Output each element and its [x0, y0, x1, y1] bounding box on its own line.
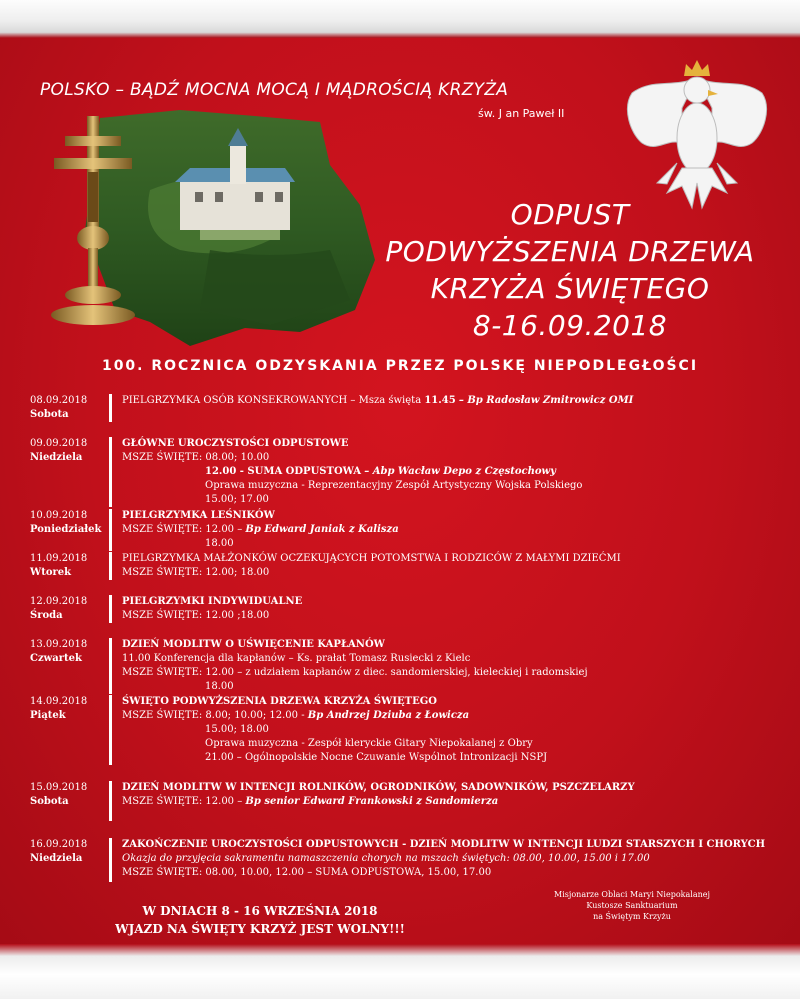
poland-map-photo [30, 110, 380, 350]
entry-heading: DZIEŃ MODLITW W INTENCJI ROLNIKÓW, OGRODNIKÓW, SADOWNIKÓW, PSZCZELARZY [122, 782, 635, 793]
entry-heading: GŁÓWNE UROCZYSTOŚCI ODPUSTOWE [122, 438, 349, 449]
schedule-entry: PIELGRZYMKA OSÓB KONSEKROWANYCH – Msza święta 11.45 – Bp Radosław Zmitrowicz OMI [109, 394, 792, 422]
free-entry-note: W DNIACH 8 - 16 WRZEŚNIA 2018 WJAZD NA ŚWIĘTY KRZYŻ JEST WOLNY!!! [115, 904, 405, 936]
slogan: POLSKO – BĄDŹ MOCNA MOCĄ I MĄDROŚCIĄ KRZYŻA [40, 80, 509, 100]
white-eagle-emblem-icon [612, 48, 782, 213]
schedule-entry: PIELGRZYMKA MAŁŻONKÓW OCZEKUJĄCYCH POTOMSTWA I RODZICÓW Z MAŁYMI DZIEĆMI MSZE ŚWIĘTE: 12.00; 18.00 [109, 552, 792, 580]
schedule-entry: DZIEŃ MODLITW O UŚWIĘCENIE KAPŁANÓW 11.00 Konferencja dla kapłanów – Ks. prałat Tomasz Rusiecki z Kielc MSZE ŚWIĘTE: 12.00 – z udziałem kapłanów z diec. sandomierskiej, kieleckiej i radomskiej 18.00 [109, 638, 792, 694]
schedule-day [30, 394, 87, 422]
day-weekday: Sobota [30, 409, 69, 420]
schedule-entry: ŚWIĘTO PODWYŻSZENIA DRZEWA KRZYŻA ŚWIĘTEGO MSZE ŚWIĘTE: 8.00; 10.00; 12.00 - Bp Andrzej Dziuba z Łowicza 15.00; 18.00 Oprawa muzyczna - Zespół kleryckie Gitary Niepokalanej z Obry 21.00 – Ogólnopolskie Nocne Czuwanie Wspólnot Intronizacji NSPJ [109, 695, 792, 765]
schedule-day: 15.09.2018 Sobota [30, 782, 88, 807]
slogan-author: św. J an Paweł II [478, 107, 565, 120]
schedule-entry: PIELGRZYMKA LEŚNIKÓW MSZE ŚWIĘTE: 12.00 – Bp Edward Janiak z Kalisza 18.00 [109, 509, 792, 551]
schedule-day: 13.09.2018 Czwartek [30, 639, 88, 664]
event-dates: 8-16.09.2018 [472, 309, 668, 342]
title-line-3: KRZYŻA ŚWIĘTEGO [430, 272, 710, 305]
event-title [355, 196, 785, 344]
schedule-day: 09.09.2018 Niedziela [30, 438, 88, 463]
schedule-entry: ZAKOŃCZENIE UROCZYSTOŚCI ODPUSTOWYCH - DZIEŃ MODLITW W INTENCJI LUDZI STARSZYCH I CHORYCH Okazja do przyjęcia sakramentu namaszczenia chorych na mszach świętych: 08.00, 10.00, 15.00 i 17.00 MSZE ŚWIĘTE: 08.00, 10.00, 12.00 – SUMA ODPUSTOWA, 15.00, 17.00 [109, 838, 792, 882]
anniversary-banner: 100. ROCZNICA ODZYSKANIA PRZEZ POLSKĘ NIEPODLEGŁOŚCI [101, 358, 699, 374]
title-line-2: PODWYŻSZENIA DRZEWA [385, 235, 755, 268]
entry-heading: PIELGRZYMKA OSÓB KONSEKROWANYCH [122, 395, 348, 406]
entry-heading: PIELGRZYMKA LEŚNIKÓW [122, 510, 275, 521]
crown-icon [684, 60, 710, 76]
entry-heading: PIELGRZYMKI INDYWIDUALNE [122, 596, 303, 607]
schedule-entry: GŁÓWNE UROCZYSTOŚCI ODPUSTOWE MSZE ŚWIĘTE: 08.00; 10.00 12.00 - SUMA ODPUSTOWA – Abp Wacław Depo z Częstochowy Oprawa muzyczna - Reprezentacyjny Zespół Artystyczny Wojska Polskiego 15.00; 17.00 [109, 437, 792, 507]
signature-block: Misjonarze Oblaci Maryi Niepokalanej Kustosze Sanktuarium na Świętym Krzyżu [554, 890, 710, 921]
schedule-day: 14.09.2018 Piątek [30, 696, 88, 721]
title-line-1: ODPUST [510, 198, 630, 231]
entry-heading: PIELGRZYMKA MAŁŻONKÓW OCZEKUJĄCYCH POTOMSTWA I RODZICÓW Z MAŁYMI DZIEĆMI [122, 553, 621, 564]
schedule-day: 16.09.2018 Niedziela [30, 839, 88, 864]
schedule-day: 10.09.2018 Poniedziałek [30, 510, 102, 535]
schedule-day: 12.09.2018 Środa [30, 596, 88, 621]
entry-heading: ZAKOŃCZENIE UROCZYSTOŚCI ODPUSTOWYCH - DZIEŃ MODLITW W INTENCJI LUDZI STARSZYCH I CHORYCH [122, 839, 766, 850]
bottom-banner-edge [0, 944, 800, 999]
top-banner-edge [0, 0, 800, 38]
schedule-entry: DZIEŃ MODLITW W INTENCJI ROLNIKÓW, OGRODNIKÓW, SADOWNIKÓW, PSZCZELARZY MSZE ŚWIĘTE: 12.00 – Bp senior Edward Frankowski z Sandomierza [109, 781, 792, 821]
schedule-entry: PIELGRZYMKI INDYWIDUALNE MSZE ŚWIĘTE: 12.00 ;18.00 [109, 595, 792, 623]
entry-heading: ŚWIĘTO PODWYŻSZENIA DRZEWA KRZYŻA ŚWIĘTEGO [122, 696, 437, 707]
schedule-day: 11.09.2018 Wtorek [30, 553, 88, 578]
entry-heading: DZIEŃ MODLITW O UŚWIĘCENIE KAPŁANÓW [122, 639, 385, 650]
day-date: 08.09.2018 [30, 395, 88, 406]
